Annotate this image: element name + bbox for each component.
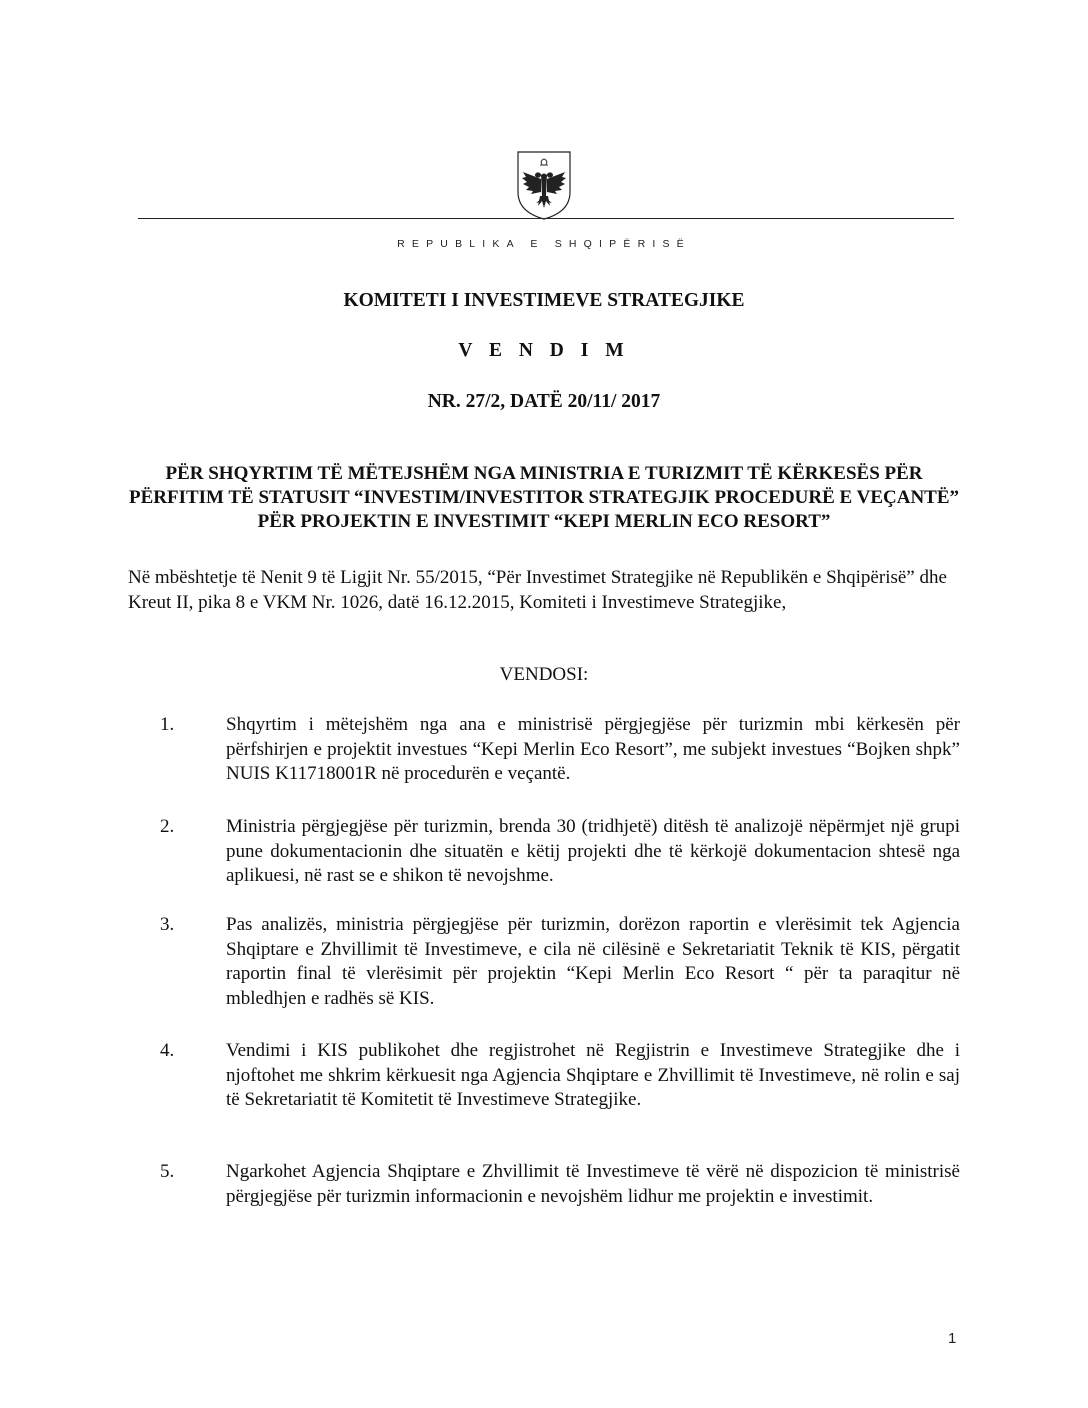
item-number: 2. <box>160 816 175 837</box>
item-number: 1. <box>160 714 175 735</box>
item-text: Ministria përgjegjëse për turizmin, brenda 30 (tridhjetë) ditësh të analizojë nëpërmjet një grupi pune dokumentacionin dhe situatën e këtij projekti dhe të kërkojë dokumentacion shtesë nga aplikuesi, në rast se e shikon të nevojshme. <box>226 816 960 886</box>
preamble-paragraph: Në mbështetje të Nenit 9 të Ligjit Nr. 55/2015, “Për Investimet Strategjike në Republikën e Shqipërisë” dhe Kreut II, pika 8 e VKM Nr. 1026, datë 16.12.2015, Komiteti i Investimeve Strategjike, <box>128 567 947 613</box>
page-number: 1 <box>948 1330 957 1347</box>
item-number: 4. <box>160 1040 175 1061</box>
item-text: Shqyrtim i mëtejshëm nga ana e ministrisë përgjegjëse për turizmin mbi kërkesën për përfshirjen e projektit investues “Kepi Merlin Eco Resort”, me subjekt investues “Bojken shpk” NUIS K11718001R në procedurën e veçantë. <box>226 714 960 784</box>
decision-subject: PËR SHQYRTIM TË MËTEJSHËM NGA MINISTRIA E TURIZMIT TË KËRKESËS PËR PËRFITIM TË STATUSIT “INVESTIM/INVESTITOR STRATEGJIK PROCEDURË E VEÇANTË” PËR PROJEKTIN E INVESTIMIT “KEPI MERLIN ECO RESORT” <box>128 463 960 532</box>
item-text: Pas analizës, ministria përgjegjëse për turizmin, dorëzon raportin e vlerësimit tek Agjencia Shqiptare e Zhvillimit të Investimeve, e cila në cilësinë e Sekretariatit Teknik të KIS, përgatit raportin final të vlerësimit për projektin “Kepi Merlin Eco Resort “ për ta paraqitur në mbledhjen e radhës së KIS. <box>226 914 960 1009</box>
item-text: Ngarkohet Agjencia Shqiptare e Zhvillimit të Investimeve të vërë në dispozicion të ministrisë përgjegjëse për turizmin informacionin e nevojshëm lidhur me projektin e investimit. <box>226 1161 960 1207</box>
item-number: 3. <box>160 914 175 935</box>
coat-of-arms-icon <box>514 148 574 222</box>
republic-header: REPUBLIKA E SHQIPËRISË <box>397 238 691 250</box>
decision-number: NR. 27/2, DATË 20/11/ 2017 <box>427 391 661 412</box>
document-type: V E N D I M <box>458 340 630 361</box>
header-rule <box>138 218 954 219</box>
item-number: 5. <box>160 1161 175 1182</box>
item-text: Vendimi i KIS publikohet dhe regjistrohet në Regjistrin e Investimeve Strategjike dhe i njoftohet me shkrim kërkuesit nga Agjencia Shqiptare e Zhvillimit të Investimeve, në rolin e saj të Sekretariatit të Komitetit të Investimeve Strategjike. <box>226 1040 960 1110</box>
committee-title: KOMITETI I INVESTIMEVE STRATEGJIKE <box>343 290 745 311</box>
decides-heading: VENDOSI: <box>499 664 589 685</box>
